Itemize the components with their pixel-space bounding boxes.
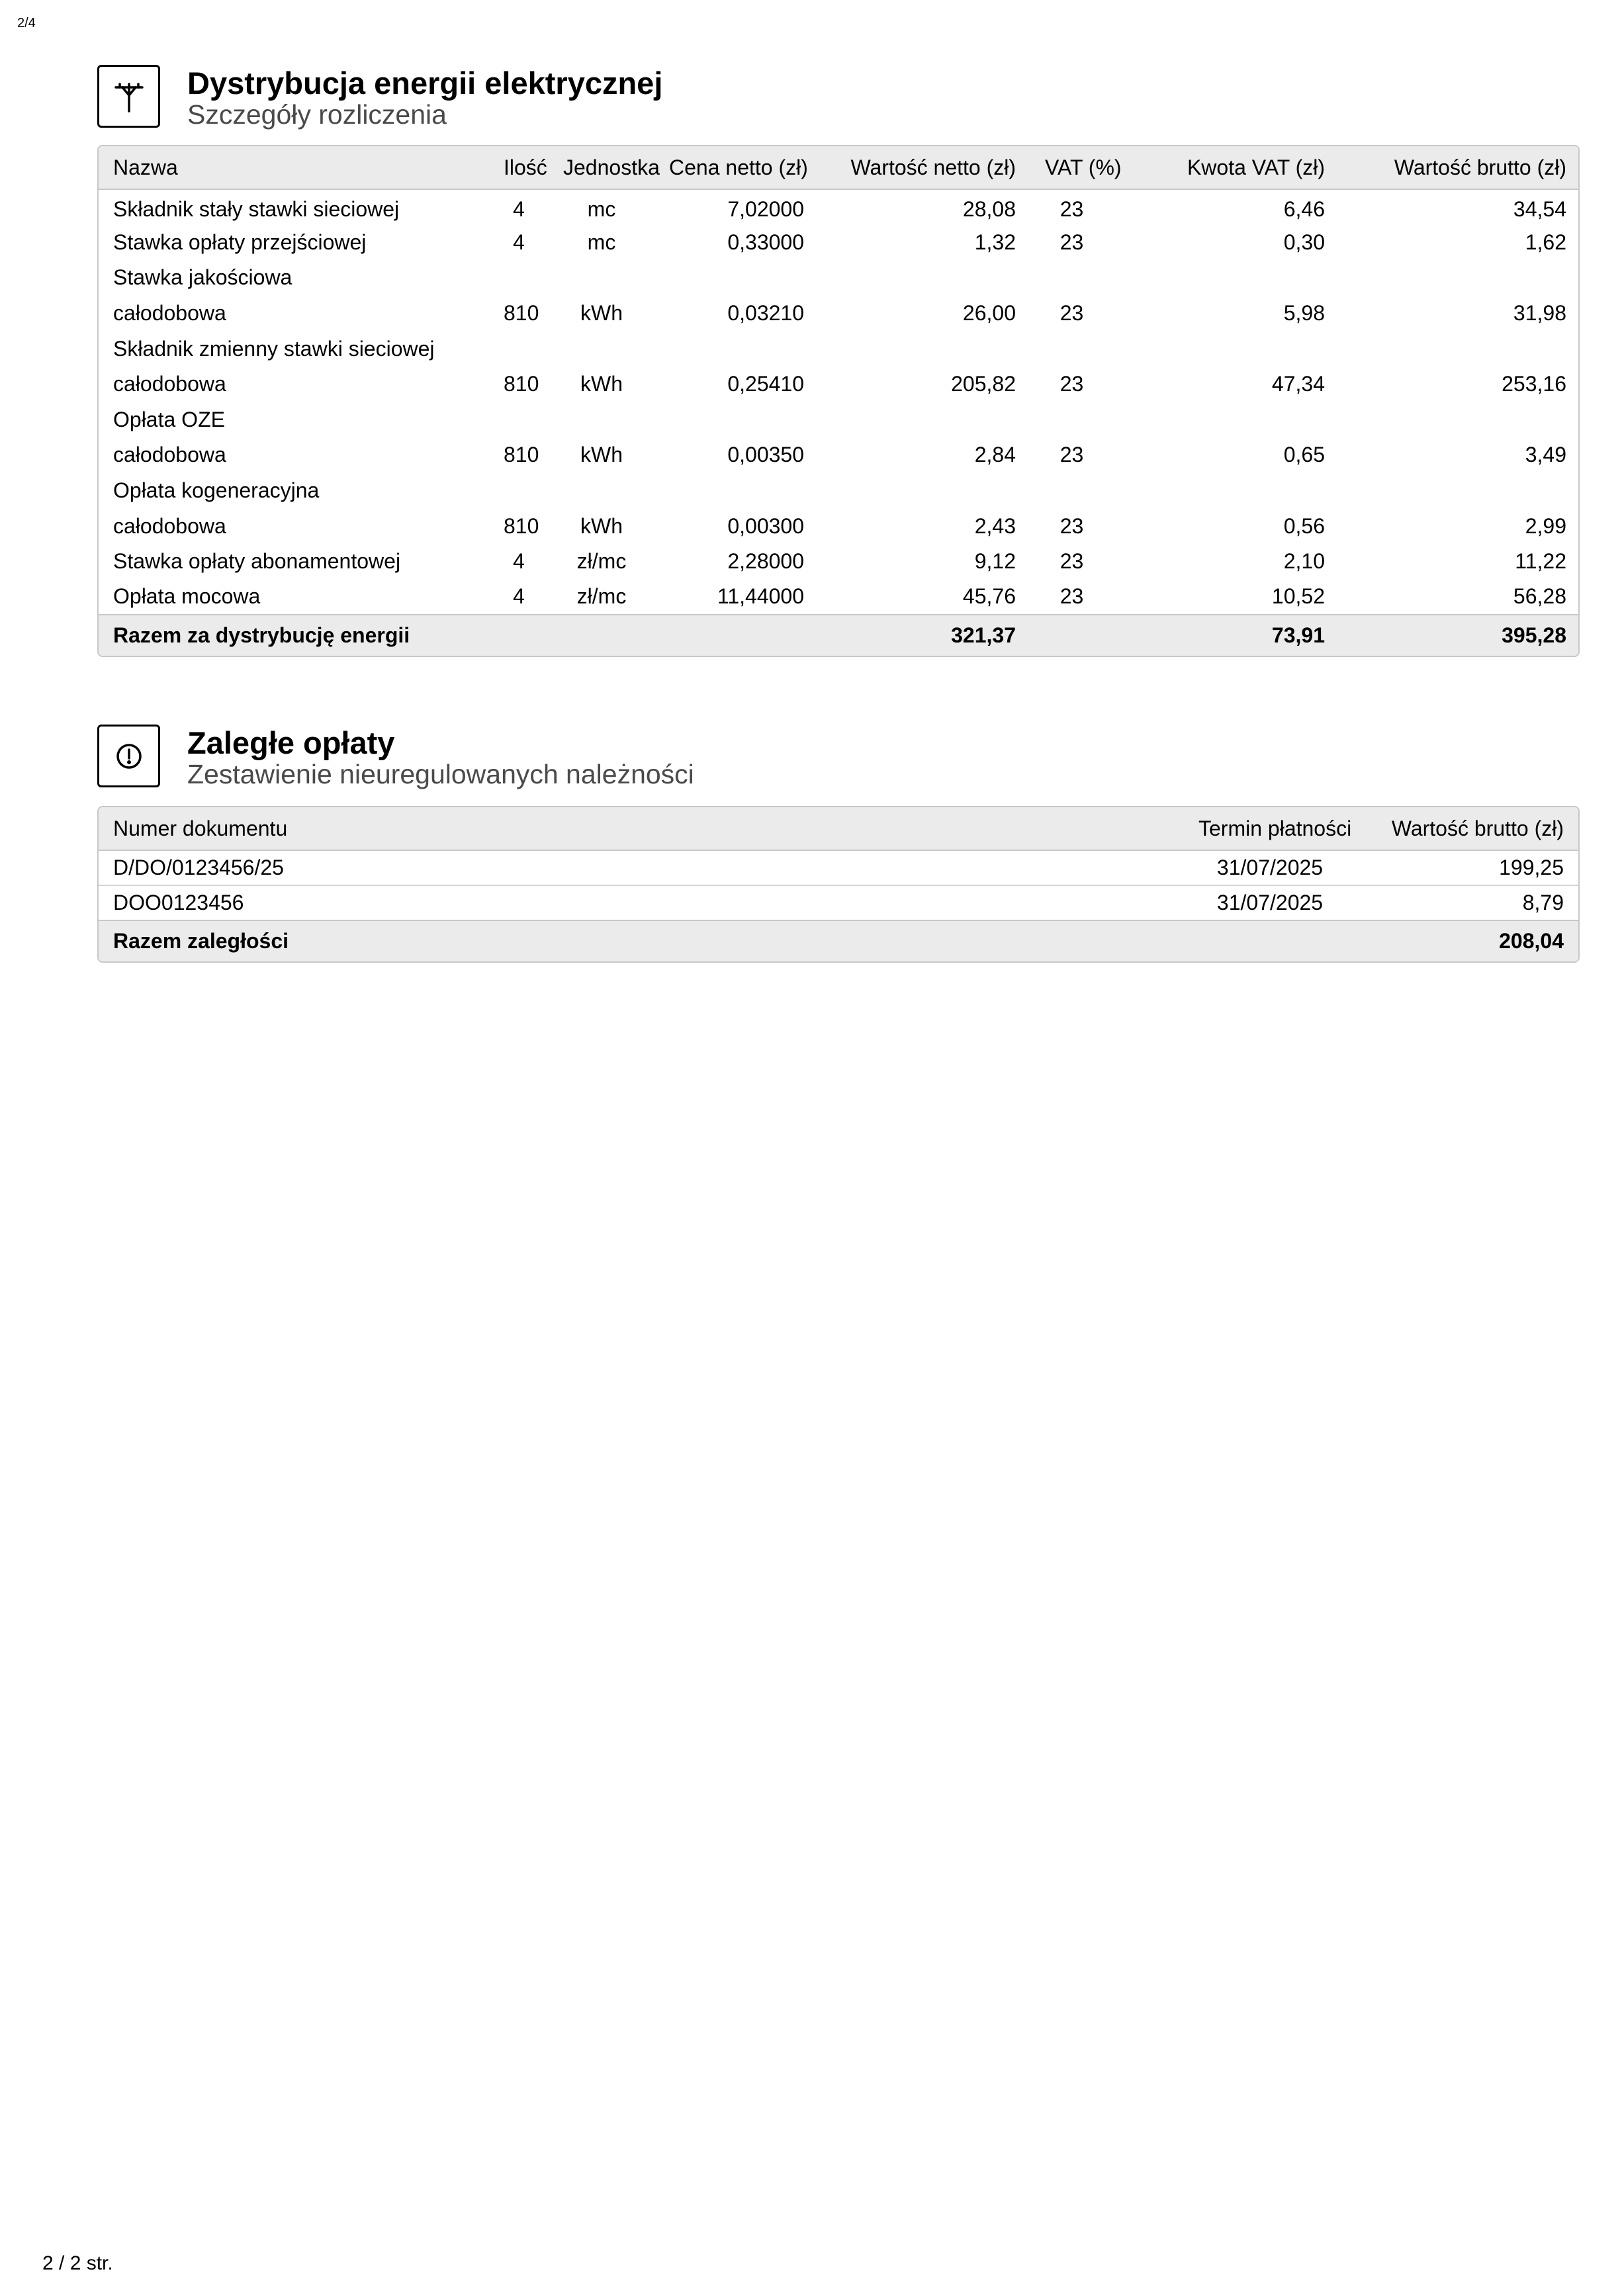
table-row: [99, 189, 1580, 225]
table-row: [99, 885, 1578, 920]
arrears-header-row: [99, 807, 1578, 850]
cell-cena-netto: 11,44000: [717, 584, 804, 609]
arrears-subtitle: Zestawienie nieuregulowanych należności: [187, 759, 694, 789]
cell-cena-netto: [654, 260, 819, 296]
cell-wartosc-brutto: [1339, 331, 1580, 367]
col-header-wartosc-brutto: Wartość brutto (zł): [1356, 807, 1578, 850]
cell-wartosc-brutto: 3,49: [1525, 443, 1566, 467]
cell-kwota-vat: 10,52: [1271, 584, 1325, 609]
cell-kwota-vat: [1113, 473, 1339, 509]
cell-nazwa: Składnik zmienny stawki sieciowej: [113, 336, 435, 361]
cell-nazwa: Stawka opłaty abonamentowej: [113, 549, 401, 574]
distribution-header-row: [99, 146, 1580, 189]
cell-wartosc-netto: 2,84: [974, 443, 1016, 467]
distribution-total-row: [99, 615, 1580, 656]
cell-vat: [1030, 473, 1113, 509]
cell-ilosc: 810: [504, 372, 539, 396]
distribution-table: [97, 145, 1580, 657]
col-header-nazwa: Nazwa: [99, 146, 489, 189]
table-row: [99, 850, 1578, 885]
cell-nazwa: całodobowa: [113, 372, 226, 396]
table-row: [99, 544, 1580, 580]
cell-vat: 23: [1059, 549, 1084, 574]
cell-kwota-vat: 47,34: [1271, 372, 1325, 396]
distribution-title: Dystrybucja energii elektrycznej: [187, 66, 663, 101]
cell-jednostka: kWh: [580, 301, 623, 326]
page-footer: 2 / 2 str.: [42, 2252, 113, 2274]
table-row: [99, 296, 1580, 331]
cell-jednostka: [549, 402, 654, 438]
cell-nazwa: całodobowa: [113, 443, 226, 467]
cell-ilosc: 810: [504, 513, 539, 538]
cell-kwota-vat: 0,65: [1283, 443, 1325, 467]
cell-wartosc-netto: 45,76: [962, 584, 1016, 609]
table-row: [99, 473, 1580, 509]
cell-numer-dokumentu: DOO0123456: [99, 885, 1184, 920]
cell-jednostka: kWh: [580, 372, 623, 396]
cell-cena-netto: 0,03210: [727, 301, 804, 326]
cell-jednostka: kWh: [580, 443, 623, 467]
cell-ilosc: 810: [504, 301, 539, 326]
distribution-subtitle: Szczegóły rozliczenia: [187, 99, 447, 130]
cell-jednostka: zł/mc: [576, 584, 627, 609]
cell-vat: [1030, 402, 1113, 438]
cell-ilosc: [489, 260, 549, 296]
arrears-table: [97, 806, 1580, 963]
cell-cena-netto: 7,02000: [727, 197, 804, 221]
cell-cena-netto: 0,25410: [727, 372, 804, 396]
table-row: [99, 331, 1580, 367]
cell-wartosc-brutto: 56,28: [1513, 584, 1566, 609]
page-counter: 2/4: [17, 16, 36, 30]
table-row: [99, 367, 1580, 402]
cell-ilosc: [489, 402, 549, 438]
cell-ilosc: 4: [513, 549, 525, 574]
cell-wartosc-brutto: 31,98: [1513, 301, 1566, 326]
cell-wartosc-brutto: 199,25: [1499, 856, 1564, 879]
cell-wartosc-brutto: 11,22: [1515, 549, 1566, 574]
arrears-total-label: Razem zaległości: [99, 920, 1184, 961]
cell-jednostka: kWh: [580, 513, 623, 538]
distribution-total-gross: 395,28: [1339, 615, 1580, 656]
cell-wartosc-netto: 1,32: [974, 230, 1016, 254]
arrears-section-header: [97, 725, 1156, 791]
cell-wartosc-brutto: 253,16: [1502, 372, 1566, 396]
cell-kwota-vat: [1113, 260, 1339, 296]
cell-nazwa: Stawka opłaty przejściowej: [113, 230, 367, 254]
cell-vat: 23: [1059, 197, 1084, 221]
cell-vat: [1030, 260, 1113, 296]
cell-wartosc-netto: 205,82: [951, 372, 1016, 396]
cell-kwota-vat: 6,46: [1283, 197, 1325, 221]
cell-wartosc-brutto: [1339, 260, 1580, 296]
cell-cena-netto: [654, 402, 819, 438]
cell-jednostka: [549, 331, 654, 367]
distribution-section-header: [97, 65, 1156, 131]
col-header-wartosc-brutto: Wartość brutto (zł): [1339, 146, 1580, 189]
col-header-kwota-vat: Kwota VAT (zł): [1113, 146, 1339, 189]
table-row: [99, 260, 1580, 296]
cell-ilosc: 810: [504, 443, 539, 467]
cell-wartosc-netto: 2,43: [974, 513, 1016, 538]
table-row: [99, 437, 1580, 473]
cell-kwota-vat: 5,98: [1283, 301, 1325, 326]
cell-termin-platnosci: 31/07/2025: [1184, 885, 1356, 920]
table-row: [99, 225, 1580, 261]
cell-cena-netto: 0,33000: [727, 230, 804, 254]
cell-ilosc: 4: [513, 584, 525, 609]
cell-numer-dokumentu: D/DO/0123456/25: [113, 856, 284, 879]
cell-nazwa: Opłata OZE: [113, 407, 225, 431]
cell-vat: 23: [1059, 443, 1084, 467]
cell-wartosc-brutto: 34,54: [1513, 197, 1566, 221]
col-header-ilosc: Ilość: [489, 146, 549, 189]
cell-kwota-vat: 2,10: [1283, 549, 1325, 574]
cell-termin-platnosci: 31/07/2025: [1216, 856, 1324, 879]
cell-wartosc-netto: 28,08: [962, 197, 1016, 221]
distribution-total-label: Razem za dystrybucję energii: [99, 615, 654, 656]
cell-jednostka: [549, 260, 654, 296]
cell-nazwa: całodobowa: [113, 513, 226, 538]
col-header-jednostka: Jednostka: [549, 146, 654, 189]
cell-nazwa: Opłata mocowa: [113, 584, 261, 609]
cell-ilosc: 4: [513, 230, 525, 254]
table-row: [99, 402, 1580, 438]
cell-kwota-vat: [1113, 402, 1339, 438]
cell-ilosc: [489, 473, 549, 509]
cell-wartosc-netto: 9,12: [974, 549, 1016, 574]
cell-vat: 23: [1059, 372, 1084, 396]
col-header-cena-netto: Cena netto (zł): [654, 146, 819, 189]
cell-ilosc: 4: [513, 197, 525, 221]
cell-cena-netto: [654, 331, 819, 367]
cell-nazwa: całodobowa: [113, 301, 226, 326]
exclamation-circle-icon: [97, 725, 160, 787]
cell-kwota-vat: 0,30: [1283, 230, 1325, 254]
col-header-vat: VAT (%): [1030, 146, 1113, 189]
cell-wartosc-brutto: 2,99: [1525, 513, 1566, 538]
cell-nazwa: Stawka jakościowa: [113, 265, 293, 290]
cell-kwota-vat: [1113, 331, 1339, 367]
table-row: [99, 580, 1580, 615]
cell-nazwa: Składnik stały stawki sieciowej: [113, 197, 400, 221]
cell-wartosc-brutto: 1,62: [1525, 230, 1566, 254]
distribution-total-net: 321,37: [819, 615, 1030, 656]
cell-cena-netto: 0,00350: [727, 443, 804, 467]
cell-jednostka: mc: [587, 230, 616, 254]
cell-wartosc-netto: [819, 473, 1030, 509]
cell-vat: 23: [1059, 301, 1084, 326]
cell-vat: 23: [1059, 513, 1084, 538]
cell-wartosc-netto: 26,00: [962, 301, 1016, 326]
cell-wartosc-netto: [819, 402, 1030, 438]
cell-wartosc-brutto: [1339, 473, 1580, 509]
cell-cena-netto: 2,28000: [727, 549, 804, 574]
cell-wartosc-brutto: [1339, 402, 1580, 438]
power-pole-icon: [97, 65, 160, 128]
cell-kwota-vat: 0,56: [1283, 513, 1325, 538]
cell-vat: [1030, 331, 1113, 367]
cell-nazwa: Opłata kogeneracyjna: [113, 478, 320, 503]
arrears-total-gross: 208,04: [1356, 920, 1578, 961]
cell-cena-netto: 0,00300: [727, 513, 804, 538]
distribution-total-vat: 73,91: [1113, 615, 1339, 656]
arrears-total-row: [99, 920, 1578, 961]
table-row: [99, 508, 1580, 544]
cell-jednostka: [549, 473, 654, 509]
cell-wartosc-brutto: 8,79: [1356, 885, 1578, 920]
cell-wartosc-netto: [819, 260, 1030, 296]
cell-cena-netto: [654, 473, 819, 509]
cell-vat: 23: [1059, 584, 1084, 609]
col-header-numer-dokumentu: Numer dokumentu: [99, 807, 1184, 850]
arrears-title: Zaległe opłaty: [187, 725, 395, 760]
col-header-wartosc-netto: Wartość netto (zł): [819, 146, 1030, 189]
col-header-termin-platnosci: Termin płatności: [1184, 807, 1356, 850]
cell-jednostka: zł/mc: [576, 549, 627, 574]
cell-wartosc-netto: [819, 331, 1030, 367]
cell-jednostka: mc: [587, 197, 616, 221]
cell-vat: 23: [1059, 230, 1084, 254]
cell-ilosc: [489, 331, 549, 367]
